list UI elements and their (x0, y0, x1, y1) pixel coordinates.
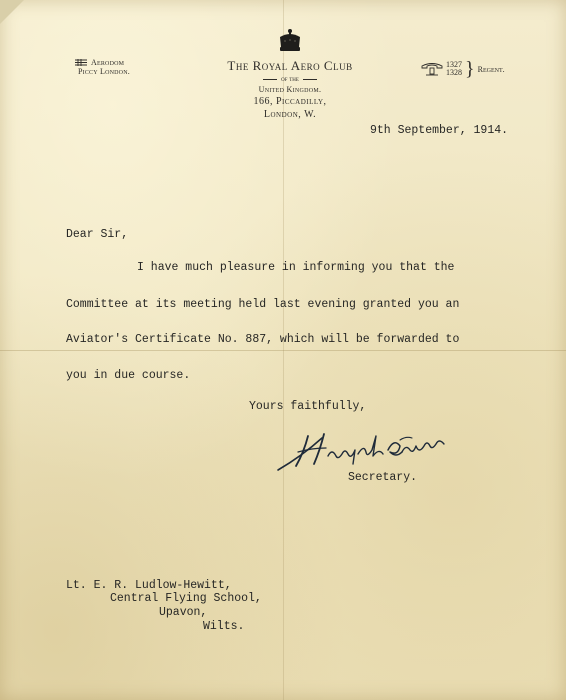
telephone-numbers (446, 61, 462, 77)
of-the-line (200, 74, 380, 84)
letterhead-center (200, 28, 380, 121)
rule-left (263, 79, 277, 80)
addressee-line-1: Lt. E. R. Ludlow-Hewitt, (66, 579, 232, 592)
telegraph-icon (74, 58, 88, 67)
addressee-line-2: Central Flying School, (110, 592, 262, 605)
kingdom-line: United Kingdom. (258, 85, 322, 94)
telegram-address-line1: Aerodom (91, 58, 125, 67)
closing: Yours faithfully, (249, 400, 367, 413)
signatory-title: Secretary. (348, 471, 418, 484)
city-address: London, W. (263, 109, 317, 120)
paper-torn-corner (0, 0, 24, 24)
telephone-exchange: Regent. (477, 64, 505, 74)
body-line-4: you in due course. (66, 369, 191, 382)
handwritten-signature (272, 426, 452, 474)
telegram-address (74, 58, 130, 76)
telegram-address-line2: Piccy London. (78, 67, 130, 76)
telephone-number-1: 1327 (446, 60, 462, 69)
club-name: The Royal Aero Club (227, 58, 353, 73)
body-line-2: Committee at its meeting held last evening granted you an (66, 298, 460, 311)
telephone-block (420, 60, 505, 78)
addressee-line-3: Upavon, (159, 606, 208, 619)
street-address: 166, Piccadilly, (253, 96, 327, 107)
salutation: Dear Sir, (66, 228, 129, 241)
of-the-text: of the (281, 75, 299, 83)
rule-right (303, 79, 317, 80)
letter-date: 9th September, 1914. (370, 124, 509, 137)
crown-icon (277, 28, 303, 54)
body-line-1: I have much pleasure in informing you that the (137, 261, 455, 274)
body-line-3: Aviator's Certificate No. 887, which will be forwarded to (66, 333, 460, 346)
addressee-line-4: Wilts. (203, 620, 245, 633)
brace-glyph: } (465, 58, 475, 80)
telephone-icon (420, 62, 444, 76)
telephone-number-2: 1328 (446, 68, 462, 77)
